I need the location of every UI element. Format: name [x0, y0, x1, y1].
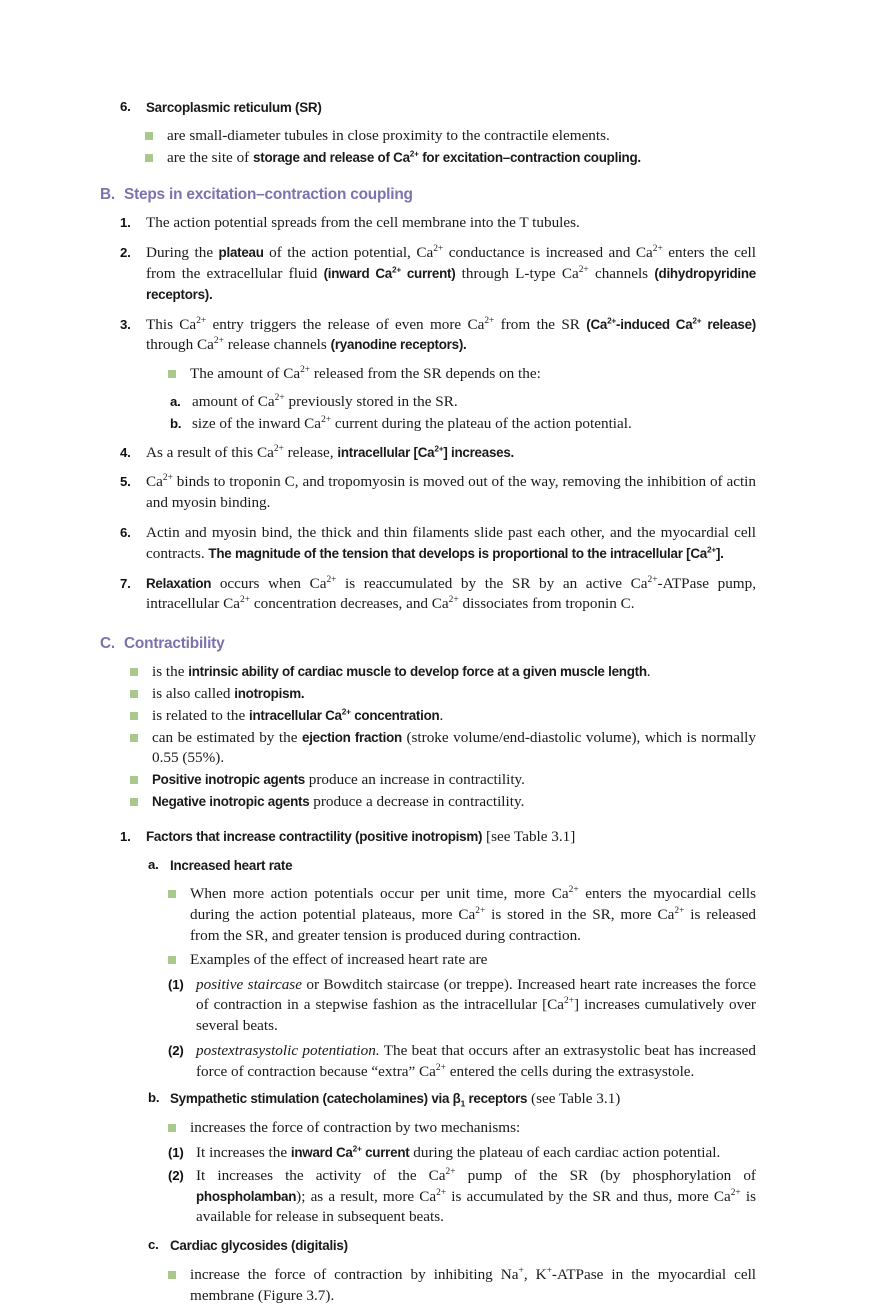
list-item-text: The action potential spreads from the cell membrane into the T tubules.: [146, 214, 580, 232]
list-item-title: Factors that increase contractility (positive inotropism): [146, 828, 483, 844]
bullet-item: [130, 684, 756, 705]
list-marker: (1): [168, 976, 184, 992]
list-item: [120, 443, 756, 464]
square-bullet-icon: [130, 712, 138, 720]
page-content: [100, 98, 756, 1309]
list-item-sarcoplasmic-reticulum: [120, 98, 756, 119]
table-reference: (see Table 3.1): [527, 1090, 621, 1108]
list-item-factors: [120, 827, 756, 848]
bullet-item: [130, 770, 756, 791]
numbered-sub-item: [168, 1041, 756, 1083]
section-heading-c: [100, 635, 756, 653]
list-marker: 6.: [120, 99, 131, 114]
square-bullet-icon: [168, 956, 176, 964]
bullet-text: Examples of the effect of increased heart rate are: [190, 950, 488, 968]
sub-list-item-title: Sympathetic stimulation (catecholamines) via $\beta_1$ receptors: [170, 1091, 528, 1110]
bullet-item: [130, 792, 756, 813]
list-item: [120, 472, 756, 514]
sub-list-item-text: amount of $Ca^{2+}$ previously stored in the SR.: [192, 392, 458, 410]
list-item-text: Actin and myosin bind, the thick and thin filaments slide past each other, and the myocardial cell contracts. The magnitude of the tension that develops is proportional to the intracellular $[Ca^{2+}]$.: [146, 523, 756, 562]
bullet-text: is also called inotropism.: [152, 684, 305, 702]
bullet-text: can be estimated by the ejection fraction (stroke volume/end-diastolic volume), which is normally 0.55 (55%).: [152, 728, 756, 767]
square-bullet-icon: [130, 690, 138, 698]
bullet-item: [168, 884, 756, 946]
list-item: [120, 315, 756, 357]
sub-list-item-heart-rate: [148, 856, 756, 877]
square-bullet-icon: [130, 798, 138, 806]
bullet-text: When more action potentials occur per unit time, more $Ca^{2+}$ enters the myocardial cells during the action potential plateaus, more $Ca^{2+}$ is stored in the SR, more $Ca^{2+}$ is released from the SR, and greater tension is produced during contraction.: [190, 885, 756, 944]
list-marker: 1.: [120, 215, 131, 231]
list-marker: c.: [148, 1237, 159, 1253]
square-bullet-icon: [168, 370, 176, 378]
bullet-item: [130, 706, 756, 727]
list-item-text: $Ca^{2+}$ binds to troponin C, and tropomyosin is moved out of the way, removing the inhibition of actin and myosin binding.: [146, 473, 756, 512]
list-item: [120, 574, 756, 616]
bullet-text: are small-diameter tubules in close proximity to the contractile elements.: [167, 126, 610, 144]
list-marker: 5.: [120, 474, 131, 490]
numbered-sub-item-text: It increases the inward $Ca^{2+}$ current during the plateau of each cardiac action potential.: [196, 1143, 721, 1162]
bullet-item: [145, 126, 756, 147]
sub-list-item-title: Increased heart rate: [170, 857, 293, 873]
square-bullet-icon: [168, 890, 176, 898]
list-marker: 1.: [120, 828, 131, 844]
bullet-item: [130, 728, 756, 770]
sub-list-item-sympathetic: [148, 1089, 756, 1110]
bullet-text: is the intrinsic ability of cardiac muscle to develop force at a given muscle length.: [152, 663, 651, 681]
bullet-text: The amount of $Ca^{2+}$ released from the SR depends on the:: [190, 365, 541, 383]
numbered-sub-item-text: positive staircase or Bowditch staircase (or treppe). Increased heart rate increases the force of contraction in a stepwise fashion as the intracellular $[Ca^{2+}]$ increases cumulatively over several beats.: [196, 975, 757, 1035]
bullet-text: Positive inotropic agents produce an increase in contractility.: [152, 771, 525, 789]
list-marker: b.: [170, 415, 182, 431]
numbered-sub-item: [168, 1166, 756, 1228]
bullet-item: [168, 1265, 756, 1307]
list-marker: 3.: [120, 316, 131, 332]
sub-list-item: [170, 392, 756, 413]
sub-list-item: [170, 414, 756, 435]
section-letter: B.: [100, 186, 115, 204]
bullet-text: are the site of storage and release of $Ca^{2+}$ for excitation–contraction coupling.: [167, 148, 641, 166]
bullet-item: [168, 950, 756, 971]
list-marker: a.: [148, 856, 159, 872]
list-marker: (2): [168, 1167, 184, 1183]
list-item: [120, 213, 756, 234]
section-heading-b: [100, 186, 756, 204]
list-marker: 7.: [120, 575, 131, 591]
square-bullet-icon: [130, 734, 138, 742]
list-marker: 2.: [120, 245, 131, 261]
numbered-sub-item-text: It increases the activity of the $Ca^{2+}$ pump of the SR (by phosphorylation of phospholamban); as a result, more $Ca^{2+}$ is accumulated by the SR and thus, more $Ca^{2+}$ is available for release in subsequent beats.: [196, 1166, 756, 1226]
bullet-item: [130, 662, 756, 683]
list-item-text: As a result of this $Ca^{2+}$ release, intracellular $[Ca^{2+}]$ increases.: [146, 443, 515, 461]
sub-list-item-text: size of the inward $Ca^{2+}$ current during the plateau of the action potential.: [192, 414, 632, 432]
square-bullet-icon: [145, 154, 153, 162]
square-bullet-icon: [130, 776, 138, 784]
square-bullet-icon: [168, 1271, 176, 1279]
list-marker: 6.: [120, 524, 131, 540]
bullet-text: Negative inotropic agents produce a decrease in contractility.: [152, 792, 525, 810]
bullet-text: increase the force of contraction by inhibiting Na+, K+-ATPase in the myocardial cell membrane (Figure 3.7).: [190, 1266, 757, 1304]
list-marker: b.: [148, 1090, 160, 1106]
sub-list-item-glycosides: [148, 1236, 756, 1257]
table-reference: [see Table 3.1]: [482, 827, 576, 845]
section-title: Contractibility: [124, 635, 225, 653]
list-marker: 4.: [120, 444, 131, 460]
bullet-item: [145, 148, 756, 169]
list-marker: (2): [168, 1042, 184, 1058]
list-item-title: Sarcoplasmic reticulum (SR): [146, 100, 322, 115]
list-marker: (1): [168, 1145, 184, 1161]
bullet-text: is related to the intracellular $Ca^{2+}$ concentration.: [152, 706, 444, 724]
bullet-text: increases the force of contraction by two mechanisms:: [190, 1119, 521, 1137]
bullet-item: [168, 364, 756, 385]
bullet-item: [168, 1118, 756, 1139]
sub-list-item-title: Cardiac glycosides (digitalis): [170, 1238, 348, 1254]
list-marker: a.: [170, 393, 181, 409]
section-title: Steps in excitation–contraction coupling: [124, 186, 413, 204]
list-item: [120, 523, 756, 565]
list-item: [120, 243, 756, 305]
numbered-sub-item-text: postextrasystolic potentiation. The beat that occurs after an extrasystolic beat has increased force of contraction because “extra” $Ca^{2+}$ entered the cells during the extrasystole.: [196, 1041, 756, 1080]
numbered-sub-item: [168, 1143, 756, 1164]
square-bullet-icon: [145, 132, 153, 140]
square-bullet-icon: [168, 1124, 176, 1132]
section-letter: C.: [100, 635, 115, 653]
numbered-sub-item: [168, 975, 756, 1037]
list-item-text: Relaxation occurs when $Ca^{2+}$ is reaccumulated by the SR by an active $Ca^{2+}$-ATPase pump, intracellular $Ca^{2+}$ concentration decreases, and $Ca^{2+}$ dissociates from troponin C.: [146, 574, 756, 613]
list-item-text: This $Ca^{2+}$ entry triggers the release of even more $Ca^{2+}$ from the SR ($Ca^{2+}$-induced $Ca^{2+}$ release) through $Ca^{2+}$ release channels (ryanodine receptors).: [146, 315, 756, 354]
square-bullet-icon: [130, 668, 138, 676]
list-item-text: During the plateau of the action potential, $Ca^{2+}$ conductance is increased and $Ca^{2+}$ enters the cell from the extracellular fluid (inward $Ca^{2+}$ current) through L-type $Ca^{2+}$ channels (dihydropyridine receptors).: [146, 244, 756, 302]
